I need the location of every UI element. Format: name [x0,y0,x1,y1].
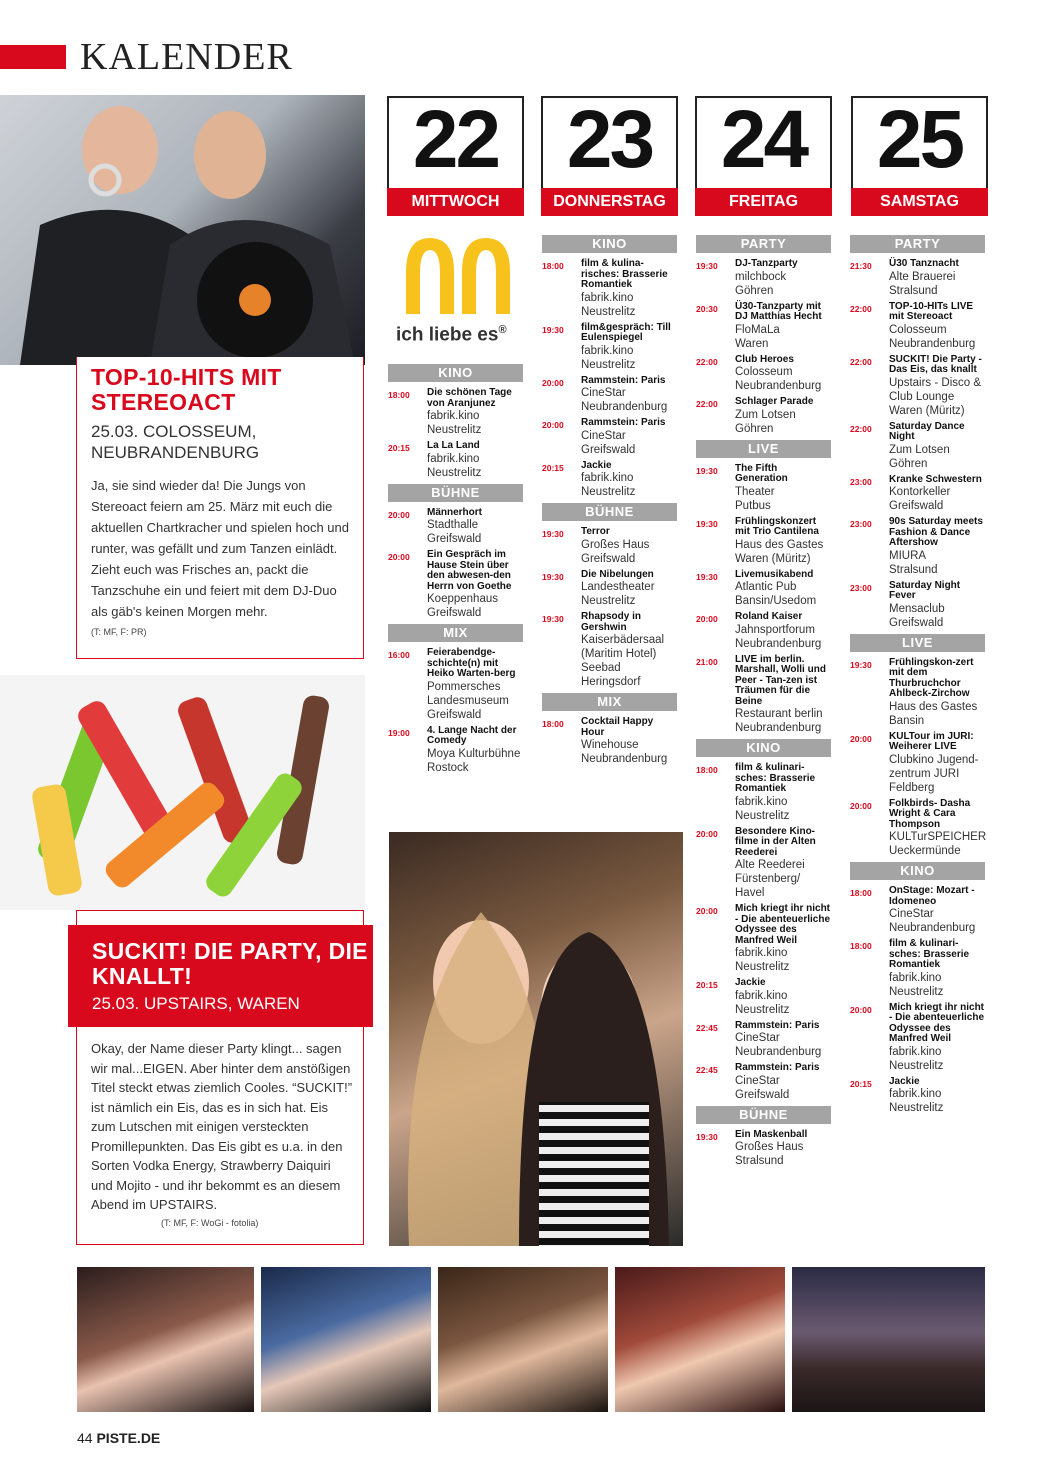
event-title: Feierabendge-schichte(n) mit Heiko Warten-berg [427,647,516,679]
event-venue: milchbock [735,270,787,283]
event-city: Feldberg [889,781,935,794]
date-number: 23 [566,94,653,185]
event-venue: Großes Haus [581,538,650,551]
event-item [696,570,831,609]
event-venue: Colosseum [735,366,793,378]
feature-subline: 25.03. UPSTAIRS, WAREN [92,994,300,1013]
event-time: 20:00 [388,552,410,562]
event-venue: CineStar [735,1032,780,1044]
event-item [850,302,985,351]
event-item [388,726,523,775]
event-city: Neubrandenburg [735,637,822,650]
event-title: Rammstein: Paris [735,1019,820,1031]
event-city: Göhren [735,422,774,435]
event-item [696,827,831,901]
category-header: BÜHNE [542,503,677,521]
event-time: 23:00 [850,519,872,529]
event-time: 22:00 [850,423,872,434]
event-time: 20:00 [388,509,410,520]
event-venue: fabrik.kino [735,989,788,1002]
date-weekday: FREITAG [695,188,832,216]
events-column-23 [542,235,677,770]
event-item [696,259,831,298]
event-time: 19:30 [542,571,564,582]
event-time: 20:00 [542,420,564,430]
event-city: Neustrelitz [581,486,636,498]
event-title: Frühlingskonzert mit Trio Cantilena [735,515,819,537]
events-column-22 [388,364,523,779]
category-header: KINO [388,364,523,382]
event-venue: Restaurant berlin [735,708,823,720]
feature-text: Okay, der Name dieser Party klingt... sagen wir mal...EIGEN. Aber hinter dem anstößigen Titel steckt etwas ziemlich Cooles. “SUCKIT!” ist nämlich ein Eis, das es in sich hat. Eis zum Lutschen mit einigen versteckten Promillepunkten. Das Eis gibt es u.a. in den Sorten Vodka Energy, Strawberry Daiquiri und Mojito - und ihr bekommt es an diesem Abend im UPSTAIRS. [91,1041,353,1212]
event-item [850,658,985,728]
date-weekday: DONNERSTAG [541,188,678,216]
event-time: 20:15 [388,443,410,453]
event-city: Neubrandenburg [581,401,668,413]
event-city: Neubrandenburg [735,722,822,734]
event-title: Die schönen Tage von Aranjunez [427,387,512,409]
event-city: Putbus [735,499,771,512]
event-venue: Theater [735,485,775,498]
event-time: 20:00 [850,733,872,744]
event-time: 19:30 [696,465,718,476]
event-item [542,461,677,500]
date-tile-22 [387,96,524,216]
golden-arches-logo [392,232,524,322]
event-city: Neustrelitz [889,985,944,998]
event-city: Neustrelitz [735,961,790,973]
event-item [388,441,523,480]
event-venue: Alte Reederei [735,859,805,871]
event-time: 19:30 [850,659,872,670]
event-item [696,612,831,651]
feature-headline: TOP-10-HITS MIT STEREOACT [91,364,282,415]
event-time: 18:00 [388,390,410,400]
event-title: Rammstein: Paris [581,374,666,386]
event-city: Neustrelitz [889,1059,944,1072]
event-title: Jackie [735,977,766,988]
event-item [696,1130,831,1169]
event-city: Stralsund [889,284,938,297]
event-city: Greifswald [581,443,636,456]
event-title: Jackie [581,459,612,471]
event-item [850,732,985,795]
event-title: Mich kriegt ihr nicht - Die abenteuerliche Odyssee des Manfred Weil [735,903,831,946]
event-title: Frühlingskon-zert mit dem Thurbruchchor Ahlbeck-Zirchow [889,656,974,699]
event-venue: Moya Kulturbühne [427,747,521,760]
event-item [850,475,985,514]
event-venue: Zum Lotsen [889,443,950,456]
page-title: KALENDER [80,36,293,78]
event-title: Club Heroes [735,353,794,365]
event-city: Neubrandenburg [889,922,976,934]
event-venue: fabrik.kino [735,795,788,808]
event-title: Saturday Night Fever [889,579,961,601]
event-time: 23:00 [850,582,872,593]
event-item [850,422,985,471]
event-city: Waren (Müritz) [735,552,811,565]
event-time: 20:00 [850,800,872,811]
event-item [388,508,523,547]
event-venue: Colosseum [889,323,947,336]
event-item [850,259,985,298]
event-time: 21:00 [696,656,718,667]
event-title: SUCKIT! Die Party - Das Eis, das knallt [889,353,982,375]
event-item [696,1063,831,1102]
event-item [696,517,831,566]
event-item [850,886,985,935]
event-item [850,517,985,577]
event-venue: Jahnsportforum [735,623,815,636]
party-girls-photo [389,832,683,1246]
event-city: Greifswald [427,533,482,545]
event-title: Rhapsody in Gershwin [581,611,642,633]
event-venue: Pommersches Landesmuseum [427,680,509,707]
event-venue: Zum Lotsen [735,408,796,421]
event-item [388,388,523,437]
event-time: 19:30 [696,1131,718,1142]
event-time: 20:00 [850,1004,872,1015]
date-weekday: MITTWOCH [387,188,524,216]
event-item [696,904,831,974]
event-item [542,376,677,415]
event-item [542,717,677,766]
event-item [850,1077,985,1116]
event-city: Greifswald [427,708,482,721]
date-number: 22 [412,94,499,185]
event-title: Kranke Schwestern [889,473,982,485]
date-tile-23 [541,96,678,216]
event-venue: Haus des Gastes [889,700,978,713]
event-item [850,355,985,418]
event-title: OnStage: Mozart - Idomeneo [889,885,975,907]
event-venue: KULTurSPEICHER [889,831,987,843]
event-title: Cocktail Happy Hour [581,716,654,738]
event-venue: CineStar [581,387,626,399]
event-city: Fürstenberg/ Havel [735,873,801,899]
category-header: MIX [388,624,523,642]
feature-credit: (T: MF, F: WoGi - fotolia) [161,1218,259,1228]
event-venue: FloMaLa [735,323,780,336]
event-venue: CineStar [581,429,626,442]
event-title: LIVE im berlin. Marshall, Wolli und Peer - Tan-zen ist Träumen für die Beine [735,653,826,707]
event-time: 20:15 [696,980,718,990]
event-time: 19:30 [542,324,564,335]
event-time: 20:15 [850,1078,872,1089]
event-city: Greifswald [581,552,636,565]
event-venue: Clubkino Jugend-zentrum JURI [889,753,979,780]
event-city: Neustrelitz [581,358,636,371]
event-venue: Landestheater [581,581,655,593]
event-time: 22:00 [696,399,718,409]
event-title: Mich kriegt ihr nicht - Die abenteuerliche Odyssee des Manfred Weil [889,1001,985,1044]
category-header: KINO [696,739,831,757]
event-time: 18:00 [542,261,564,271]
event-time: 22:00 [696,356,718,367]
event-city: Neustrelitz [427,424,482,436]
event-venue: Kaiserbädersaal (Maritim Hotel) [581,634,665,660]
event-title: Besondere Kino-filme in der Alten Reederei [735,825,816,858]
event-title: film & kulinari-sches: Brasserie Romantiek [735,762,816,794]
event-title: TOP-10-HITs LIVE mit Stereoact [889,300,974,322]
event-title: The Fifth Generation [735,462,788,484]
event-item [696,655,831,736]
event-time: 20:00 [696,614,718,624]
event-time: 19:00 [388,727,410,738]
event-title: 90s Saturday meets Fashion & Dance Aftershow [889,516,983,548]
event-time: 18:00 [696,765,718,775]
event-city: Göhren [889,457,928,470]
events-column-24 [696,235,831,1172]
event-venue: Kontorkeller [889,486,951,498]
event-city: Neustrelitz [889,1102,944,1114]
event-time: 16:00 [388,650,410,660]
event-city: Neustrelitz [735,809,790,822]
event-venue: CineStar [735,1074,780,1087]
event-title: Roland Kaiser [735,611,803,622]
event-item [696,763,831,823]
page-footer [77,1430,160,1446]
event-venue: CineStar [889,908,934,920]
event-time: 21:30 [850,261,872,271]
event-time: 19:30 [696,261,718,271]
feature-stereoact [76,357,364,659]
event-title: Schlager Parade [735,396,814,407]
ad-registered-mark: ® [498,324,507,336]
event-item [542,259,677,319]
event-title: Livemusikabend [735,568,814,580]
event-time: 19:30 [542,614,564,624]
event-item [850,581,985,630]
event-item [850,799,985,859]
event-title: Rammstein: Paris [735,1062,820,1073]
feature-headline: SUCKIT! DIE PARTY, DIE KNALLT! [92,938,368,989]
event-city: Neubrandenburg [735,380,822,392]
ad-slogan: ich liebe es [396,324,499,346]
event-venue: Großes Haus [735,1141,804,1153]
event-title: Ein Maskenball [735,1128,808,1140]
event-venue: Upstairs - Disco & Club Lounge [889,376,982,403]
event-venue: Atlantic Pub [735,581,797,593]
event-title: Ein Gespräch im Hause Stein über den abwesen-den Herrn von Goethe [427,549,512,592]
event-title: film&gespräch: Till Eulenspiegel [581,321,671,343]
event-title: Ü30-Tanzparty mit DJ Matthias Hecht [735,300,822,322]
gallery-photo-3 [438,1267,608,1412]
event-time: 20:30 [696,303,718,314]
event-item [696,355,831,394]
event-city: Bansin/Usedom [735,595,817,607]
category-header: MIX [542,693,677,711]
category-header: BÜHNE [696,1106,831,1124]
event-time: 22:00 [850,303,872,314]
event-venue: fabrik.kino [889,971,942,984]
event-title: film & kulinari-sches: Brasserie Romantiek [889,938,970,970]
date-number: 25 [876,94,963,185]
event-time: 20:00 [696,906,718,916]
event-item [850,939,985,999]
event-title: KULTour im JURI: Weiherer LIVE [889,730,974,752]
event-time: 22:45 [696,1065,718,1075]
event-item [542,570,677,609]
event-city: Greifswald [889,616,944,629]
event-title: 4. Lange Nacht der Comedy [427,724,517,746]
event-title: Die Nibelungen [581,568,654,580]
event-city: Neubrandenburg [889,337,976,350]
event-city: Neustrelitz [735,1003,790,1016]
event-venue: Stadthalle [427,519,479,531]
event-venue: fabrik.kino [889,1045,942,1058]
event-city: Neubrandenburg [735,1046,822,1058]
event-title: Ü30 Tanznacht [889,258,959,269]
event-item [696,302,831,351]
event-venue: Winehouse [581,739,639,751]
page-number: 44 [77,1430,93,1446]
category-header: LIVE [850,634,985,652]
event-item [696,464,831,513]
event-time: 19:30 [542,529,564,539]
gallery-photo-1 [77,1267,254,1412]
event-city: Rostock [427,761,469,774]
category-header: KINO [542,235,677,253]
event-venue: Haus des Gastes [735,538,824,551]
header-accent-bar [0,45,66,69]
event-venue: fabrik.kino [581,291,634,304]
event-venue: fabrik.kino [735,947,788,959]
suckit-ice-photo [0,675,365,910]
date-number: 24 [720,94,807,185]
suckit-headline-bar [68,925,373,1027]
event-time: 22:00 [850,356,872,367]
site-name: PISTE.DE [96,1430,161,1446]
event-city: Greifswald [889,500,944,512]
event-item [388,550,523,620]
category-header: PARTY [850,235,985,253]
event-time: 18:00 [542,719,564,729]
event-item [542,323,677,372]
event-item [542,527,677,566]
event-time: 19:30 [696,571,718,582]
event-city: Waren [735,337,769,350]
category-header: LIVE [696,440,831,458]
event-city: Neustrelitz [581,595,636,607]
feature-text: Ja, sie sind wieder da! Die Jungs von Stereoact feiern am 25. März mit euch die aktuellen Chartkracher und spielen hoch und runter, was gefällt und zum Tanzen einlädt. Zieht euch was Frisches an, packt die Tanzschuhe ein und feiert mit dem DJ-Duo als gäb's keinen Morgen mehr. [91,478,350,619]
feature-credit: (T: MF, F: PR) [91,627,147,637]
event-title: film & kulina-risches: Brasserie Romantiek [581,258,668,290]
event-title: Saturday Dance Night [889,420,965,442]
event-venue: fabrik.kino [581,344,634,357]
event-time: 22:45 [696,1022,718,1033]
event-city: Waren (Müritz) [889,404,965,417]
gallery-photo-5 [792,1267,985,1412]
event-time: 23:00 [850,476,872,487]
event-title: Folkbirds- Dasha Wright & Cara Thompson [889,797,971,830]
event-item [696,978,831,1017]
event-city: Stralsund [889,563,938,576]
category-header: KINO [850,862,985,880]
stereoact-photo [0,95,365,365]
event-city: Neustrelitz [581,305,636,318]
event-item [696,1021,831,1060]
event-city: Neustrelitz [427,466,482,479]
event-title: Männerhort [427,506,482,518]
event-city: Bansin [889,714,925,727]
event-time: 19:30 [696,518,718,529]
category-header: BÜHNE [388,484,523,502]
event-city: Greifswald [427,607,482,619]
date-weekday: SAMSTAG [851,188,988,216]
gallery-photo-4 [615,1267,785,1412]
date-tile-25 [851,96,988,216]
event-city: Seebad Heringsdorf [581,662,641,688]
category-header: PARTY [696,235,831,253]
date-tile-24 [695,96,832,216]
event-title: La La Land [427,440,480,451]
event-time: 20:00 [696,828,718,839]
events-column-25 [850,235,985,1119]
event-item [850,1003,985,1073]
event-venue: MIURA [889,549,927,562]
event-venue: fabrik.kino [427,452,480,465]
event-time: 20:15 [542,462,564,473]
event-venue: fabrik.kino [889,1088,942,1100]
event-title: DJ-Tanzparty [735,258,798,269]
event-venue: Alte Brauerei [889,270,956,283]
event-time: 18:00 [850,888,872,898]
event-city: Greifswald [735,1088,790,1101]
mcdonalds-ad [392,232,524,356]
event-item [542,418,677,457]
event-venue: fabrik.kino [581,472,634,484]
event-city: Neubrandenburg [581,753,668,765]
event-time: 18:00 [850,941,872,951]
event-time: 20:00 [542,377,564,388]
event-venue: fabrik.kino [427,410,480,422]
event-title: Rammstein: Paris [581,417,666,428]
event-item [542,612,677,689]
gallery-photo-2 [261,1267,431,1412]
event-city: Stralsund [735,1155,784,1167]
event-venue: Koeppenhaus [427,593,498,605]
event-item [696,397,831,436]
event-venue: Mensaclub [889,602,945,615]
event-city: Ueckermünde [889,845,961,857]
event-title: Terror [581,526,610,537]
event-title: Jackie [889,1075,920,1087]
event-city: Göhren [735,284,774,297]
event-item [388,648,523,722]
feature-subline: 25.03. COLOSSEUM, NEUBRANDENBURG [91,422,260,462]
